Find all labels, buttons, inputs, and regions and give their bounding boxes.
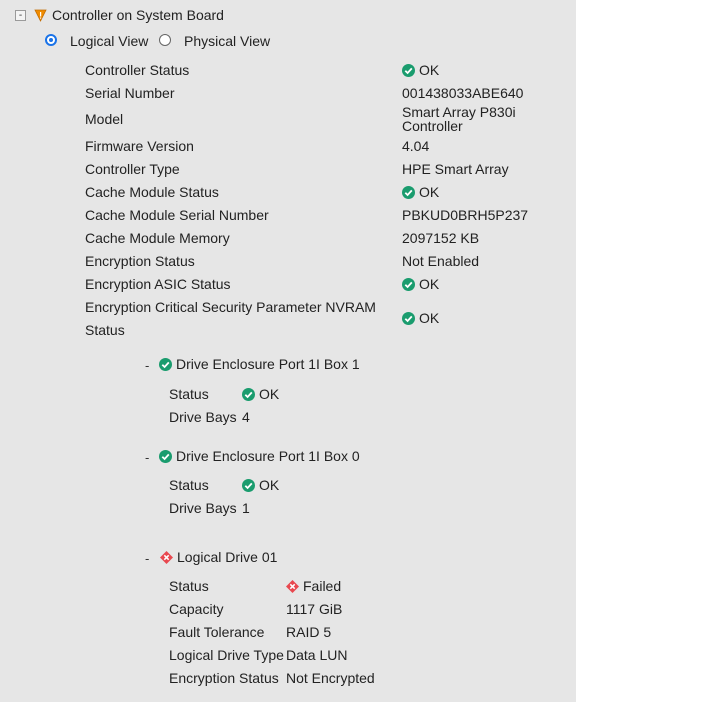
logical-drive-value: Failed [286,578,341,595]
prop-label: Serial Number [85,85,175,101]
prop-value: 4.04 [402,138,430,154]
ok-icon [402,278,415,291]
logical-view-label[interactable]: Logical View [70,33,149,49]
failed-icon [160,551,173,564]
prop-value: Smart Array P830i Controller [402,104,516,134]
prop-label: Firmware Version [85,138,194,154]
failed-icon [286,580,299,593]
prop-value: OK [402,62,439,79]
ok-icon [402,64,415,77]
prop-value: 001438033ABE640 [402,85,524,101]
controller-title: Controller on System Board [52,7,224,23]
collapse-enclosure-0-toggle[interactable]: - [145,450,150,465]
enclosure-1-value: OK [242,386,279,403]
collapse-controller-button[interactable]: - [15,10,26,21]
ok-icon [159,358,172,371]
prop-label: Cache Module Serial Number [85,207,269,223]
ok-icon [402,312,415,325]
prop-value: 2097152 KB [402,230,480,246]
prop-label: Cache Module Memory [85,230,230,246]
prop-value: OK [402,276,439,293]
enclosure-1-value: 4 [242,409,250,425]
prop-label: Encryption Critical Security Parameter NVRAM [85,299,376,315]
prop-value: HPE Smart Array [402,161,509,177]
prop-label: Cache Module Status [85,184,219,200]
prop-label: Controller Type [85,161,180,177]
logical-drive-label: Status [169,578,209,594]
logical-drive-label: Encryption Status [169,670,279,686]
prop-label: Encryption ASIC Status [85,276,231,292]
logical-drive-title: Logical Drive 01 [177,549,278,565]
logical-drive-header[interactable] [160,549,277,566]
enclosure-1-label: Status [169,386,209,402]
prop-value: PBKUD0BRH5P237 [402,207,529,223]
logical-drive-value: RAID 5 [286,624,332,640]
prop-label: Model [85,111,124,127]
logical-drive-value: Data LUN [286,647,348,663]
enclosure-0-header[interactable] [159,448,360,465]
logical-drive-value: 1117 GiB [286,601,343,617]
prop-label: Controller Status [85,62,190,78]
ok-icon [242,388,255,401]
logical-drive-label: Capacity [169,601,224,617]
warning-icon [34,9,47,22]
logical-drive-label: Logical Drive Type [169,647,284,663]
prop-value: Not Enabled [402,253,480,269]
enclosure-1-header[interactable] [159,356,360,373]
enclosure-1-title: Drive Enclosure Port 1I Box 1 [176,356,360,372]
logical-drive-label: Fault Tolerance [169,624,265,640]
prop-value: OK [402,184,439,201]
ok-icon [159,450,172,463]
enclosure-0-value: OK [242,477,279,494]
physical-view-label[interactable]: Physical View [184,33,271,49]
enclosure-0-label: Drive Bays [169,500,237,516]
prop-value: OK [402,310,439,327]
logical-view-radio[interactable] [45,34,57,46]
prop-label: Encryption Status [85,253,195,269]
ok-icon [402,186,415,199]
logical-drive-value: Not Encrypted [286,670,375,686]
collapse-enclosure-1-toggle[interactable]: - [145,358,150,373]
enclosure-0-value: 1 [242,500,250,516]
enclosure-1-label: Drive Bays [169,409,237,425]
enclosure-0-title: Drive Enclosure Port 1I Box 0 [176,448,360,464]
physical-view-radio[interactable] [159,34,171,46]
collapse-logical-drive-toggle[interactable]: - [145,551,150,566]
enclosure-0-label: Status [169,477,209,493]
prop-label-cont: Status [85,322,125,338]
ok-icon [242,479,255,492]
